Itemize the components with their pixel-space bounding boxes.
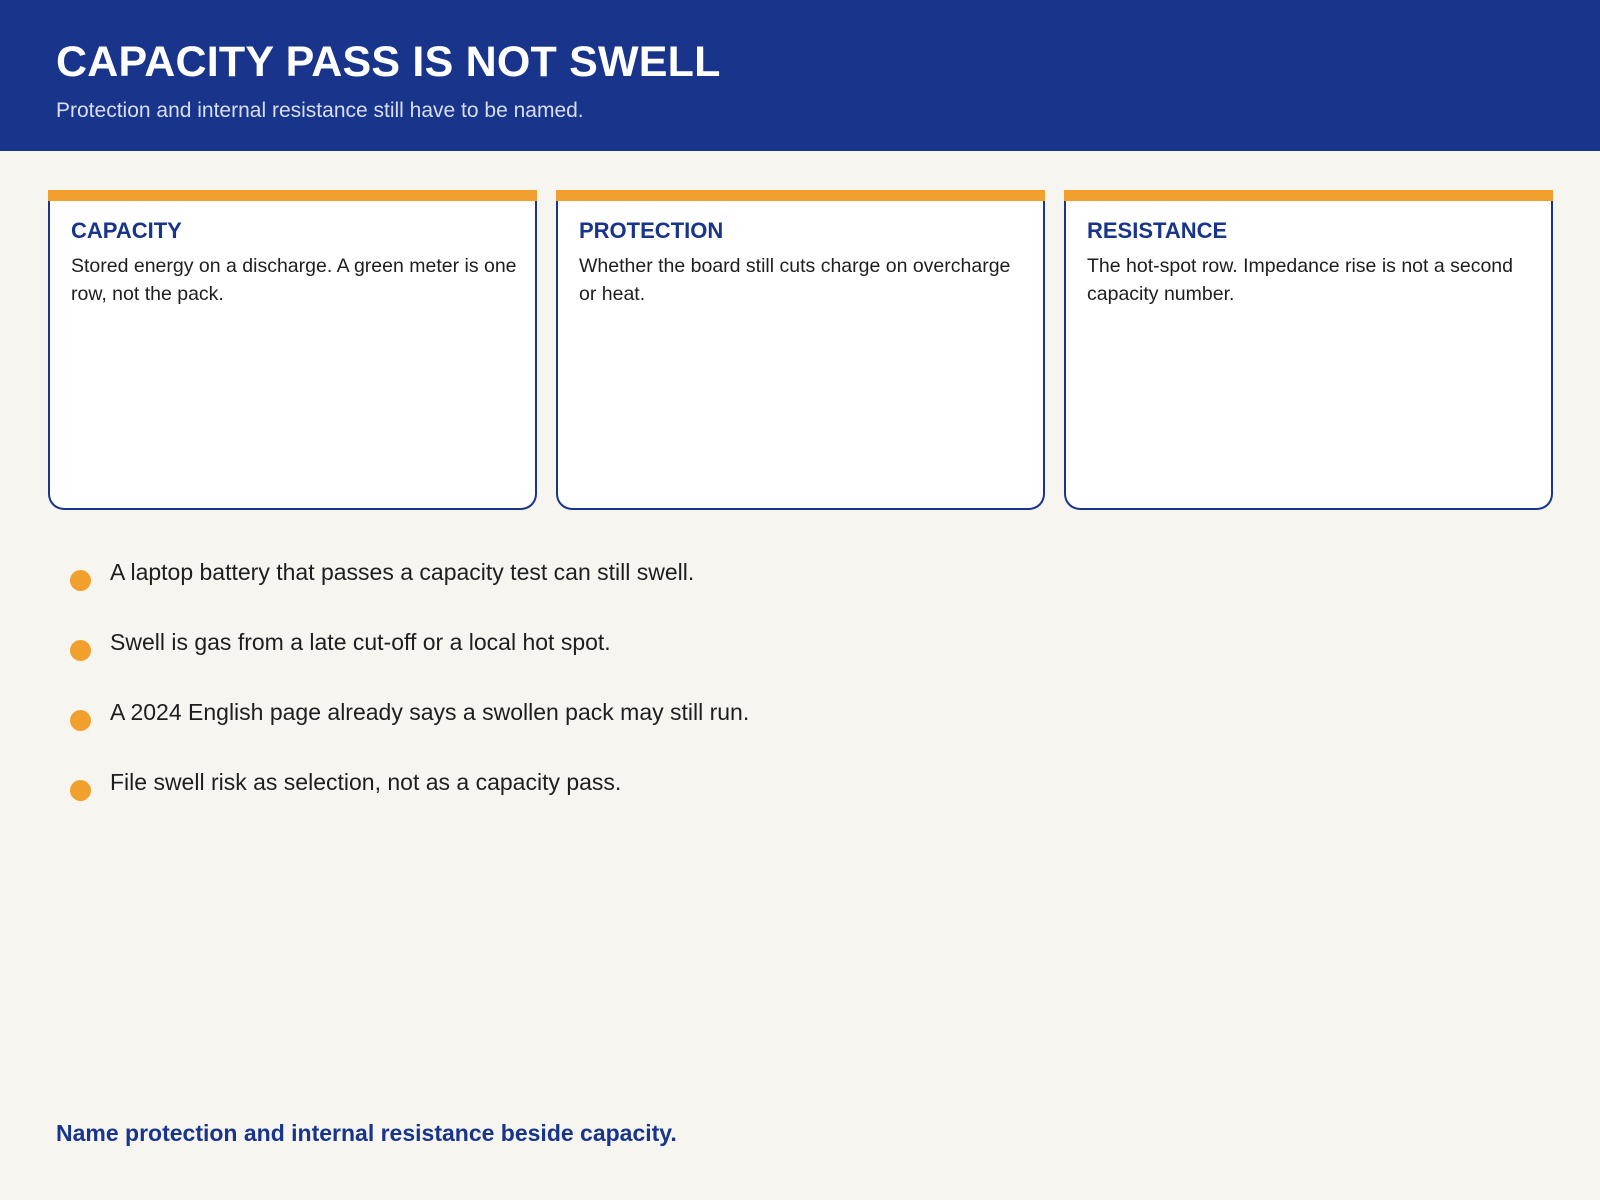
card-title: PROTECTION bbox=[579, 218, 724, 243]
bullet-dot-icon bbox=[70, 640, 91, 661]
list-item bbox=[70, 765, 1470, 835]
page-subtitle: Protection and internal resistance still have to be named. bbox=[56, 99, 584, 122]
card-accent-bar bbox=[48, 190, 537, 201]
card-capacity bbox=[48, 190, 537, 510]
bullet-list bbox=[70, 555, 1470, 835]
page-title: CAPACITY PASS IS NOT SWELL bbox=[56, 38, 721, 86]
list-item bbox=[70, 555, 1470, 625]
list-item bbox=[70, 625, 1470, 695]
card-resistance bbox=[1064, 190, 1553, 510]
card-row bbox=[48, 190, 1553, 510]
takeaway-note: Name protection and internal resistance beside capacity. bbox=[56, 1120, 677, 1146]
card-body: Whether the board still cuts charge on overcharge or heat. bbox=[579, 255, 1011, 305]
header-banner bbox=[0, 0, 1600, 151]
card-body: The hot-spot row. Impedance rise is not a second capacity number. bbox=[1087, 255, 1513, 305]
bullet-text: File swell risk as selection, not as a capacity pass. bbox=[110, 769, 622, 795]
bullet-dot-icon bbox=[70, 570, 91, 591]
card-body: Stored energy on a discharge. A green meter is one row, not the pack. bbox=[71, 255, 517, 305]
card-title: RESISTANCE bbox=[1087, 218, 1228, 243]
bullet-dot-icon bbox=[70, 710, 91, 731]
bullet-text: A laptop battery that passes a capacity test can still swell. bbox=[110, 559, 695, 585]
bullet-dot-icon bbox=[70, 780, 91, 801]
card-protection bbox=[556, 190, 1045, 510]
bullet-text: Swell is gas from a late cut-off or a local hot spot. bbox=[110, 629, 611, 655]
card-accent-bar bbox=[1064, 190, 1553, 201]
card-title: CAPACITY bbox=[71, 218, 182, 243]
list-item bbox=[70, 695, 1470, 765]
card-accent-bar bbox=[556, 190, 1045, 201]
bullet-text: A 2024 English page already says a swollen pack may still run. bbox=[110, 699, 750, 725]
